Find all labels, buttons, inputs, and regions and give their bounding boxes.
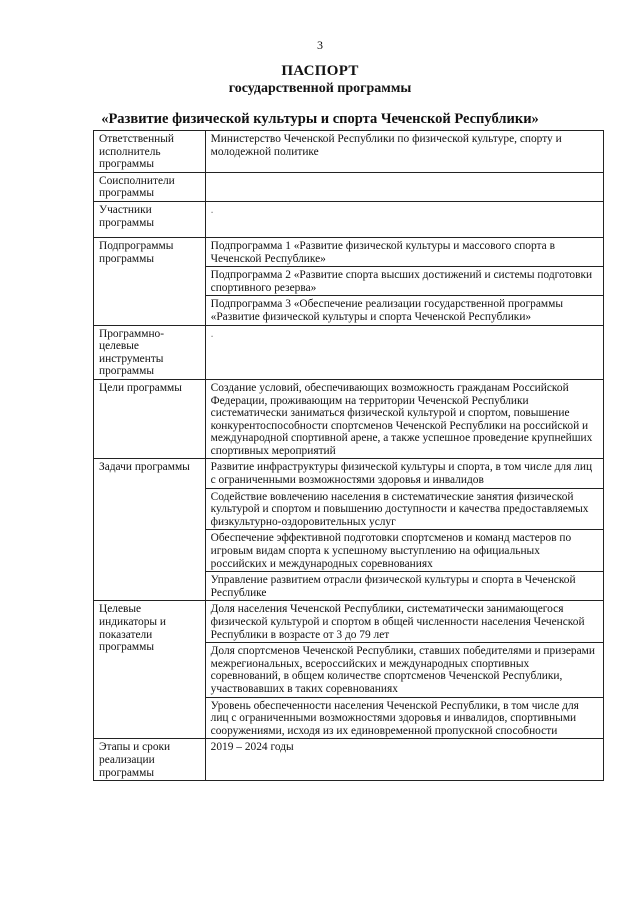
task-item: Обеспечение эффективной подготовки спортсменов и команд мастеров по игровым видам спорта к успешному выступлению на официальных российских и международных соревнованиях [205, 530, 603, 572]
task-item: Содействие вовлечению населения в систематические занятия физической культурой и спортом и повышению доступности и качества предоставляемых физкультурно-оздоровительных услуг [205, 488, 603, 530]
row-participants [94, 201, 604, 237]
subprogram-item: Подпрограмма 2 «Развитие спорта высших достижений и системы подготовки спортивного резерва» [205, 267, 603, 296]
label-subprograms: Подпрограммы программы [94, 237, 206, 325]
value-responsible: Министерство Чеченской Республики по физической культуре, спорту и молодежной политике [205, 131, 603, 173]
indicator-item: Доля населения Чеченской Республики, систематически занимающегося физической культурой и спортом в общей численности населения Чеченской Республики в возрасте от 3 до 79 лет [205, 601, 603, 643]
value-participants [205, 201, 603, 237]
value-goals: Создание условий, обеспечивающих возможность гражданам Российской Федерации, проживающим на территории Чеченской Республики систематически заниматься физической культурой и спортом, повышение конкурентоспособности спортсменов Чеченской Республики на российской и международной спортивной арене, а также успешное проведение крупнейших спортивных мероприятий [205, 379, 603, 459]
row-stages [94, 739, 604, 781]
value-stages: 2019 – 2024 годы [205, 739, 603, 781]
label-responsible: Ответственный исполнитель программы [94, 131, 206, 173]
passport-table [93, 130, 604, 781]
title-program-name: «Развитие физической культуры и спорта Чеченской Республики» [101, 111, 539, 127]
label-tasks: Задачи программы [94, 459, 206, 601]
page-number: 3 [317, 38, 323, 52]
document-title [0, 62, 640, 128]
label-indicators: Целевые индикаторы и показатели программы [94, 601, 206, 739]
label-coexecutors: Соисполнители программы [94, 172, 206, 201]
title-state-program: государственной программы [228, 81, 412, 96]
indicator-item: Доля спортсменов Чеченской Республики, ставших победителями и призерами межрегиональных, всероссийских и международных спортивных соревнований, в общем количестве спортсменов Чеченской Республики, участвовавших в таких соревнованиях [205, 643, 603, 697]
subprogram-item: Подпрограмма 3 «Обеспечение реализации государственной программы «Развитие физической культуры и спорта Чеченской Республики» [205, 296, 603, 325]
participants-dot: . [210, 203, 214, 216]
label-goals: Цели программы [94, 379, 206, 459]
row-task-1 [94, 459, 604, 488]
row-coexecutors [94, 172, 604, 201]
row-goals [94, 379, 604, 459]
row-instruments [94, 325, 604, 379]
label-participants: Участники программы [94, 201, 206, 237]
label-stages: Этапы и сроки реализации программы [94, 739, 206, 781]
indicator-item: Уровень обеспеченности населения Чеченской Республики, в том числе для лиц с ограниченными возможностями здоровья и инвалидов, спортивными сооружениями, исходя из их единовременной пропускной способности [205, 697, 603, 739]
label-instruments: Программно-целевые инструменты программы [94, 325, 206, 379]
row-responsible [94, 131, 604, 173]
task-item: Управление развитием отрасли физической культуры и спорта в Чеченской Республике [205, 572, 603, 601]
row-subprogram-1 [94, 237, 604, 266]
instruments-dot: . [210, 327, 214, 340]
title-passport: ПАСПОРТ [281, 63, 359, 79]
row-indicator-1 [94, 601, 604, 643]
task-item: Развитие инфраструктуры физической культуры и спорта, в том числе для лиц с ограниченными возможностями здоровья и инвалидов [205, 459, 603, 488]
value-coexecutors [205, 172, 603, 201]
value-instruments [205, 325, 603, 379]
subprogram-item: Подпрограмма 1 «Развитие физической культуры и массового спорта в Чеченской Республике» [205, 237, 603, 266]
